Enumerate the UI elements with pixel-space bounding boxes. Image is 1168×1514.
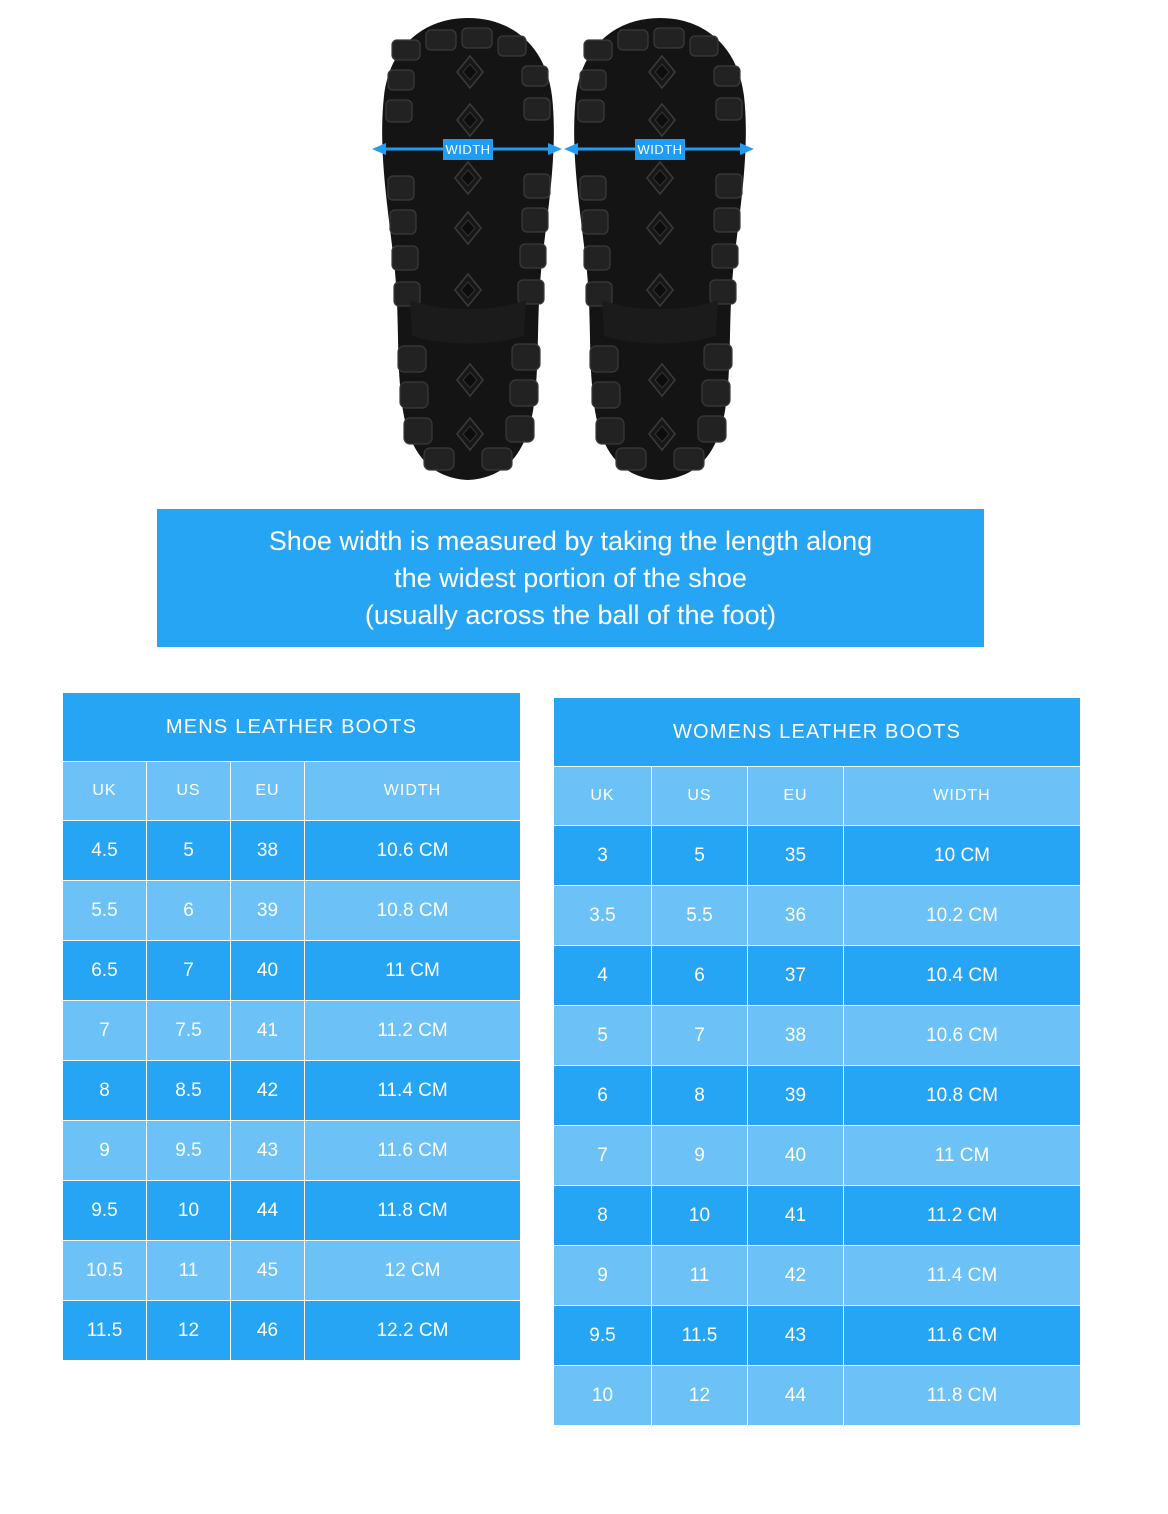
womens-eu-1: 36 — [748, 886, 844, 946]
mens-eu-2: 40 — [231, 941, 305, 1001]
mens-width-4: 11.4 CM — [305, 1061, 521, 1121]
left-width-label: WIDTH — [445, 142, 491, 157]
table-row — [63, 1301, 521, 1361]
table-row — [63, 1061, 521, 1121]
width-explanation-banner — [157, 509, 984, 647]
mens-eu-4: 42 — [231, 1061, 305, 1121]
womens-width-5: 11 CM — [844, 1126, 1081, 1186]
mens-header-uk: UK — [63, 762, 147, 821]
mens-us-5: 9.5 — [147, 1121, 231, 1181]
womens-eu-2: 37 — [748, 946, 844, 1006]
womens-uk-3: 5 — [554, 1006, 652, 1066]
mens-header-width: WIDTH — [305, 762, 521, 821]
mens-width-8: 12.2 CM — [305, 1301, 521, 1361]
banner-line-2: the widest portion of the shoe — [394, 562, 747, 593]
womens-us-1: 5.5 — [652, 886, 748, 946]
mens-uk-3: 7 — [63, 1001, 147, 1061]
banner-line-1: Shoe width is measured by taking the length along — [268, 525, 873, 556]
womens-us-4: 8 — [652, 1066, 748, 1126]
table-row — [554, 826, 1081, 886]
boot-soles-illustration — [0, 0, 1168, 500]
womens-us-8: 11.5 — [652, 1306, 748, 1366]
mens-us-6: 10 — [147, 1181, 231, 1241]
womens-eu-0: 35 — [748, 826, 844, 886]
womens-eu-7: 42 — [748, 1246, 844, 1306]
mens-eu-0: 38 — [231, 821, 305, 881]
left-boot-sole — [382, 18, 554, 480]
mens-width-6: 11.8 CM — [305, 1181, 521, 1241]
table-row — [63, 1121, 521, 1181]
mens-uk-7: 10.5 — [63, 1241, 147, 1301]
womens-eu-5: 40 — [748, 1126, 844, 1186]
womens-width-6: 11.2 CM — [844, 1186, 1081, 1246]
banner-line-3: (usually across the ball of the foot) — [364, 599, 777, 630]
mens-us-2: 7 — [147, 941, 231, 1001]
table-row — [63, 881, 521, 941]
mens-width-2: 11 CM — [305, 941, 521, 1001]
right-width-label: WIDTH — [637, 142, 683, 157]
womens-width-0: 10 CM — [844, 826, 1081, 886]
womens-us-5: 9 — [652, 1126, 748, 1186]
womens-table-title: WOMENS LEATHER BOOTS — [554, 698, 1081, 767]
womens-us-3: 7 — [652, 1006, 748, 1066]
womens-width-9: 11.8 CM — [844, 1366, 1081, 1426]
womens-width-3: 10.6 CM — [844, 1006, 1081, 1066]
right-boot-sole — [574, 18, 746, 480]
womens-eu-3: 38 — [748, 1006, 844, 1066]
mens-width-0: 10.6 CM — [305, 821, 521, 881]
mens-uk-5: 9 — [63, 1121, 147, 1181]
womens-us-0: 5 — [652, 826, 748, 886]
womens-size-table — [553, 697, 1081, 1426]
mens-width-3: 11.2 CM — [305, 1001, 521, 1061]
womens-us-2: 6 — [652, 946, 748, 1006]
womens-header-width: WIDTH — [844, 767, 1081, 826]
table-row — [63, 941, 521, 1001]
womens-uk-5: 7 — [554, 1126, 652, 1186]
womens-eu-6: 41 — [748, 1186, 844, 1246]
mens-uk-2: 6.5 — [63, 941, 147, 1001]
table-row — [63, 821, 521, 881]
table-row — [63, 1181, 521, 1241]
womens-header-uk: UK — [554, 767, 652, 826]
womens-uk-8: 9.5 — [554, 1306, 652, 1366]
mens-width-1: 10.8 CM — [305, 881, 521, 941]
table-row — [63, 1001, 521, 1061]
womens-us-7: 11 — [652, 1246, 748, 1306]
mens-uk-6: 9.5 — [63, 1181, 147, 1241]
table-row — [554, 946, 1081, 1006]
womens-table-title-row — [554, 698, 1081, 767]
womens-uk-2: 4 — [554, 946, 652, 1006]
mens-eu-6: 44 — [231, 1181, 305, 1241]
mens-uk-4: 8 — [63, 1061, 147, 1121]
mens-us-3: 7.5 — [147, 1001, 231, 1061]
womens-uk-6: 8 — [554, 1186, 652, 1246]
womens-eu-4: 39 — [748, 1066, 844, 1126]
mens-eu-5: 43 — [231, 1121, 305, 1181]
womens-width-2: 10.4 CM — [844, 946, 1081, 1006]
womens-eu-9: 44 — [748, 1366, 844, 1426]
mens-eu-8: 46 — [231, 1301, 305, 1361]
mens-table-title: MENS LEATHER BOOTS — [63, 693, 521, 762]
mens-us-7: 11 — [147, 1241, 231, 1301]
mens-uk-0: 4.5 — [63, 821, 147, 881]
mens-size-table — [62, 692, 521, 1361]
womens-us-6: 10 — [652, 1186, 748, 1246]
mens-uk-8: 11.5 — [63, 1301, 147, 1361]
table-row — [554, 1366, 1081, 1426]
womens-uk-4: 6 — [554, 1066, 652, 1126]
banner-text — [257, 523, 884, 634]
mens-width-5: 11.6 CM — [305, 1121, 521, 1181]
womens-header-eu: EU — [748, 767, 844, 826]
mens-us-1: 6 — [147, 881, 231, 941]
mens-uk-1: 5.5 — [63, 881, 147, 941]
womens-header-us: US — [652, 767, 748, 826]
womens-uk-7: 9 — [554, 1246, 652, 1306]
womens-width-7: 11.4 CM — [844, 1246, 1081, 1306]
mens-us-0: 5 — [147, 821, 231, 881]
mens-header-eu: EU — [231, 762, 305, 821]
mens-eu-3: 41 — [231, 1001, 305, 1061]
womens-table-header-row — [554, 767, 1081, 826]
table-row — [554, 1186, 1081, 1246]
mens-eu-1: 39 — [231, 881, 305, 941]
table-row — [554, 1126, 1081, 1186]
womens-uk-0: 3 — [554, 826, 652, 886]
mens-us-4: 8.5 — [147, 1061, 231, 1121]
table-row — [554, 1306, 1081, 1366]
mens-us-8: 12 — [147, 1301, 231, 1361]
mens-table-title-row — [63, 693, 521, 762]
table-row — [63, 1241, 521, 1301]
table-row — [554, 1246, 1081, 1306]
womens-uk-1: 3.5 — [554, 886, 652, 946]
womens-width-4: 10.8 CM — [844, 1066, 1081, 1126]
womens-eu-8: 43 — [748, 1306, 844, 1366]
womens-us-9: 12 — [652, 1366, 748, 1426]
table-row — [554, 1066, 1081, 1126]
mens-width-7: 12 CM — [305, 1241, 521, 1301]
womens-uk-9: 10 — [554, 1366, 652, 1426]
table-row — [554, 1006, 1081, 1066]
mens-eu-7: 45 — [231, 1241, 305, 1301]
table-row — [554, 886, 1081, 946]
womens-width-1: 10.2 CM — [844, 886, 1081, 946]
womens-width-8: 11.6 CM — [844, 1306, 1081, 1366]
mens-table-header-row — [63, 762, 521, 821]
mens-header-us: US — [147, 762, 231, 821]
